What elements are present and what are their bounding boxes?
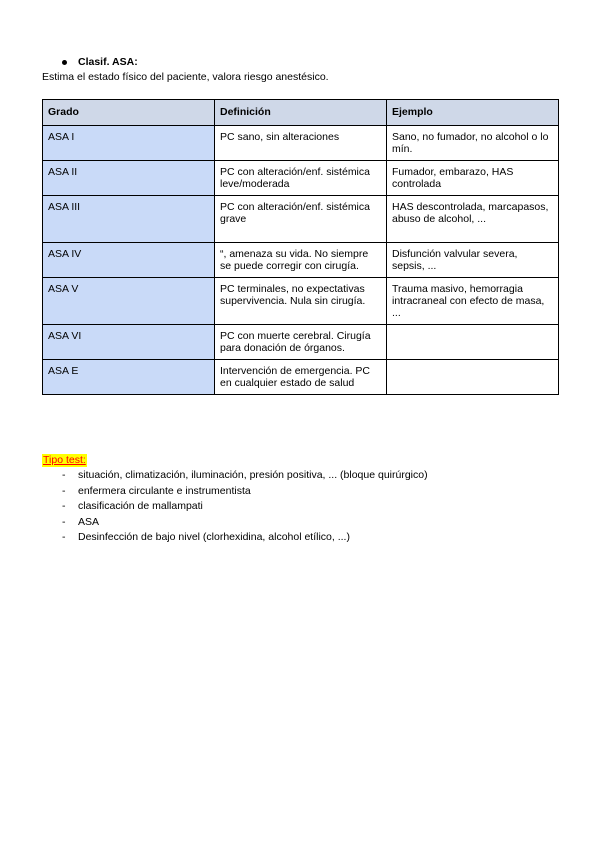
section-heading: Clasif. ASA: (78, 56, 138, 68)
example-cell (387, 325, 559, 360)
list-item (62, 484, 428, 500)
definition-cell: PC con alteración/enf. sistémica grave (215, 196, 387, 243)
grade-cell: ASA I (43, 126, 215, 161)
example-cell: Disfunción valvular severa, sepsis, ... (387, 243, 559, 278)
header-definicion: Definición (215, 100, 387, 126)
grade-cell: ASA E (43, 360, 215, 395)
tipo-test-label: Tipo test: (43, 454, 86, 466)
definition-cell: PC terminales, no expectativas supervivencia. Nula sin cirugía. (215, 278, 387, 325)
dash-bullet-icon: - (62, 500, 66, 512)
dash-bullet-icon: - (62, 484, 66, 497)
section-intro: Estima el estado físico del paciente, valora riesgo anestésico. (42, 71, 329, 83)
tipo-test-list (62, 468, 428, 546)
list-item (62, 499, 428, 515)
header-ejemplo: Ejemplo (387, 100, 559, 126)
grade-cell: ASA V (43, 278, 215, 325)
list-item (62, 530, 428, 546)
list-item-text: clasificación de mallampati (78, 500, 203, 512)
definition-cell: “, amenaza su vida. No siempre se puede corregir con cirugía. (215, 243, 387, 278)
example-cell: HAS descontrolada, marcapasos, abuso de alcohol, ... (387, 196, 559, 243)
table-row (43, 278, 559, 325)
table-row (43, 325, 559, 360)
table-header-row (43, 100, 559, 126)
example-cell (387, 360, 559, 395)
dash-bullet-icon: - (62, 515, 66, 528)
grade-cell: ASA IV (43, 243, 215, 278)
dash-bullet-icon: - (62, 469, 66, 481)
list-item (62, 515, 428, 531)
definition-cell: PC con alteración/enf. sistémica leve/moderada (215, 161, 387, 196)
example-cell: Fumador, embarazo, HAS controlada (387, 161, 559, 196)
table-row (43, 360, 559, 395)
asa-table (42, 99, 559, 395)
definition-cell: PC sano, sin alteraciones (215, 126, 387, 161)
grade-cell: ASA III (43, 196, 215, 243)
list-item-text: enfermera circulante e instrumentista (78, 484, 251, 497)
grade-cell: ASA II (43, 161, 215, 196)
grade-cell: ASA VI (43, 325, 215, 360)
definition-cell: Intervención de emergencia. PC en cualquier estado de salud (215, 360, 387, 395)
table-row (43, 126, 559, 161)
list-item-text: Desinfección de bajo nivel (clorhexidina, alcohol etílico, ...) (78, 531, 350, 543)
list-item (62, 468, 428, 484)
example-cell: Trauma masivo, hemorragia intracraneal con efecto de masa, ... (387, 278, 559, 325)
section-heading-line (62, 56, 138, 69)
example-cell: Sano, no fumador, no alcohol o lo mín. (387, 126, 559, 161)
bullet-icon (62, 60, 67, 65)
dash-bullet-icon: - (62, 531, 66, 543)
table-row (43, 196, 559, 243)
definition-cell: PC con muerte cerebral. Cirugía para donación de órganos. (215, 325, 387, 360)
header-grado: Grado (43, 100, 215, 126)
table-row (43, 161, 559, 196)
table-row (43, 243, 559, 278)
list-item-text: situación, climatización, iluminación, presión positiva, ... (bloque quirúrgico) (78, 469, 428, 481)
list-item-text: ASA (78, 515, 100, 528)
